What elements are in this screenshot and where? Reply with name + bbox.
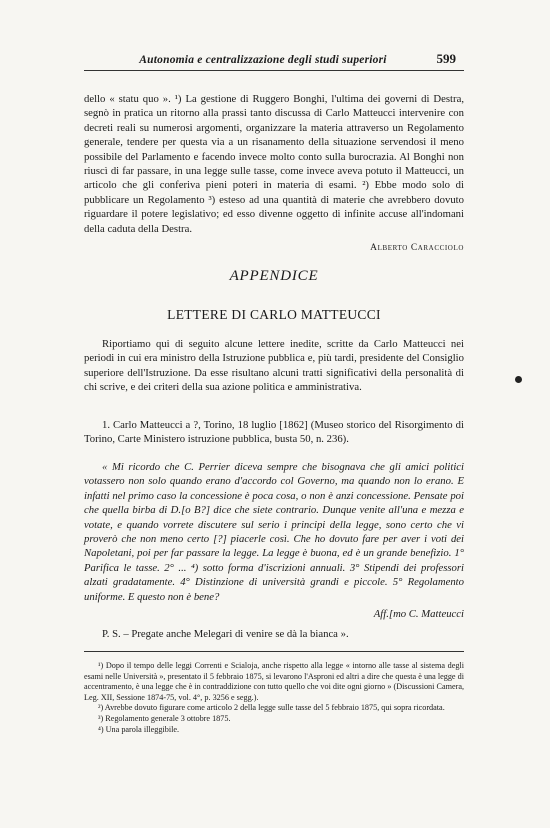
header-rule xyxy=(84,70,464,71)
footnotes xyxy=(84,661,464,735)
footnote-rule xyxy=(84,651,464,652)
appendix-intro: Riportiamo qui di seguito alcune lettere inedite, scritte da Carlo Matteucci nei periodi in cui era ministro della Istruzione pubblica e, più tardi, presidente del Consiglio superiore dell'Istruzione. Da esse risultano alcuni tratti significativi della personalità di chi scrive, e dei criteri della sua azione politica e amministrativa. xyxy=(84,338,464,394)
letter-heading: 1. Carlo Matteucci a ?, Torino, 18 luglio [1862] (Museo storico del Risorgimento di Torino, Carte Ministero istruzione pubblica, busta 50, n. 236). xyxy=(84,419,464,446)
margin-mark xyxy=(515,376,522,383)
appendix-title: APPENDICE xyxy=(229,268,319,284)
footnote: ²) Avrebbe dovuto figurare come articolo 2 della legge sulle tasse del 5 febbraio 1875, qui sopra ricordata. xyxy=(98,703,445,713)
postscript: P. S. – Pregate anche Melegari di venire se dà la bianca ». xyxy=(102,628,349,640)
body-paragraph-1: dello « statu quo ». ¹) La gestione di Ruggero Bonghi, l'ultima dei governi di Destra, segnò in pratica un ritorno alla prassi tanto discussa di Carlo Matteucci intervenire con decreti reali su numerosi argomenti, organizzare la materia attraverso un Regolamento generale, tendere per questa via a un risanamento della situazione servendosi il meno possibile del Parlamento e facendo invece molto conto sulla burocrazia. Al Bonghi non riuscì di far passare, in una legge sulle tasse, come invece aveva potuto il Matteucci, un articolo che gli conferiva pieni poteri in materia di esami. ²) Ebbe modo solo di pubblicare un Regolamento ³) esteso ad una quantità di materie che avrebbero dovuto riguardare il potere legislativo; ed esso divenne oggetto di infinite accuse all'indomani della caduta della Destra. xyxy=(84,93,464,235)
footnote: ³) Regolamento generale 3 ottobre 1875. xyxy=(98,713,231,723)
footnote: ¹) Dopo il tempo delle leggi Correnti e Scialoja, anche rispetto alla legge « intorno alle tasse al sistema degli esami nelle Università », presentato il 5 febbraio 1875, si levarono l'Asproni ed altri a dire che questa è una legge di accentramento, è una legge che è in contraddizione con tutto quello che voi dite ogni giorno » (Discussioni Camera, Leg. XII, Sessione 1874-75, vol. 4°, p. 3256 e segg.). xyxy=(84,661,464,702)
footnote: ⁴) Una parola illeggibile. xyxy=(98,724,180,734)
appendix-subtitle: LETTERE DI CARLO MATTEUCCI xyxy=(167,307,381,322)
author-signature: Alberto Caracciolo xyxy=(370,243,464,253)
page-number: 599 xyxy=(436,51,456,66)
running-title: Autonomia e centralizzazione degli studi superiori xyxy=(139,54,387,66)
letter-signature: Aff.[mo C. Matteucci xyxy=(373,608,464,620)
letter-text: « Mi ricordo che C. Perrier diceva sempre che bisognava che gli amici politici votassero non solo quando erano d'accordo col Governo, ma quando non lo erano. E infatti nel primo caso la concessione è poca cosa, o non è anzi concessione. Pensate poi che quella birba di D.[o B?] dice che siete contrario. Dunque venite all'una e mezza e votate, e quando vorrete discutere sul serio i principi della legge, sono certo che vi proverò che non meno certo [?] piacerle così. Che ho dovuto fare per aver i voti dei Napoletani, poi per far passare la legge. La legge è buona, ed è un grande benefizio. 1° Parifica le tasse. 2° ... ⁴) sotto forma d'iscrizioni annuali. 3° Stipendi dei professori alzati gradatamente. 4° Distinzione di università grandi e piccole. 5° Regolamento uniforme. E questo non è bene? xyxy=(84,461,464,603)
